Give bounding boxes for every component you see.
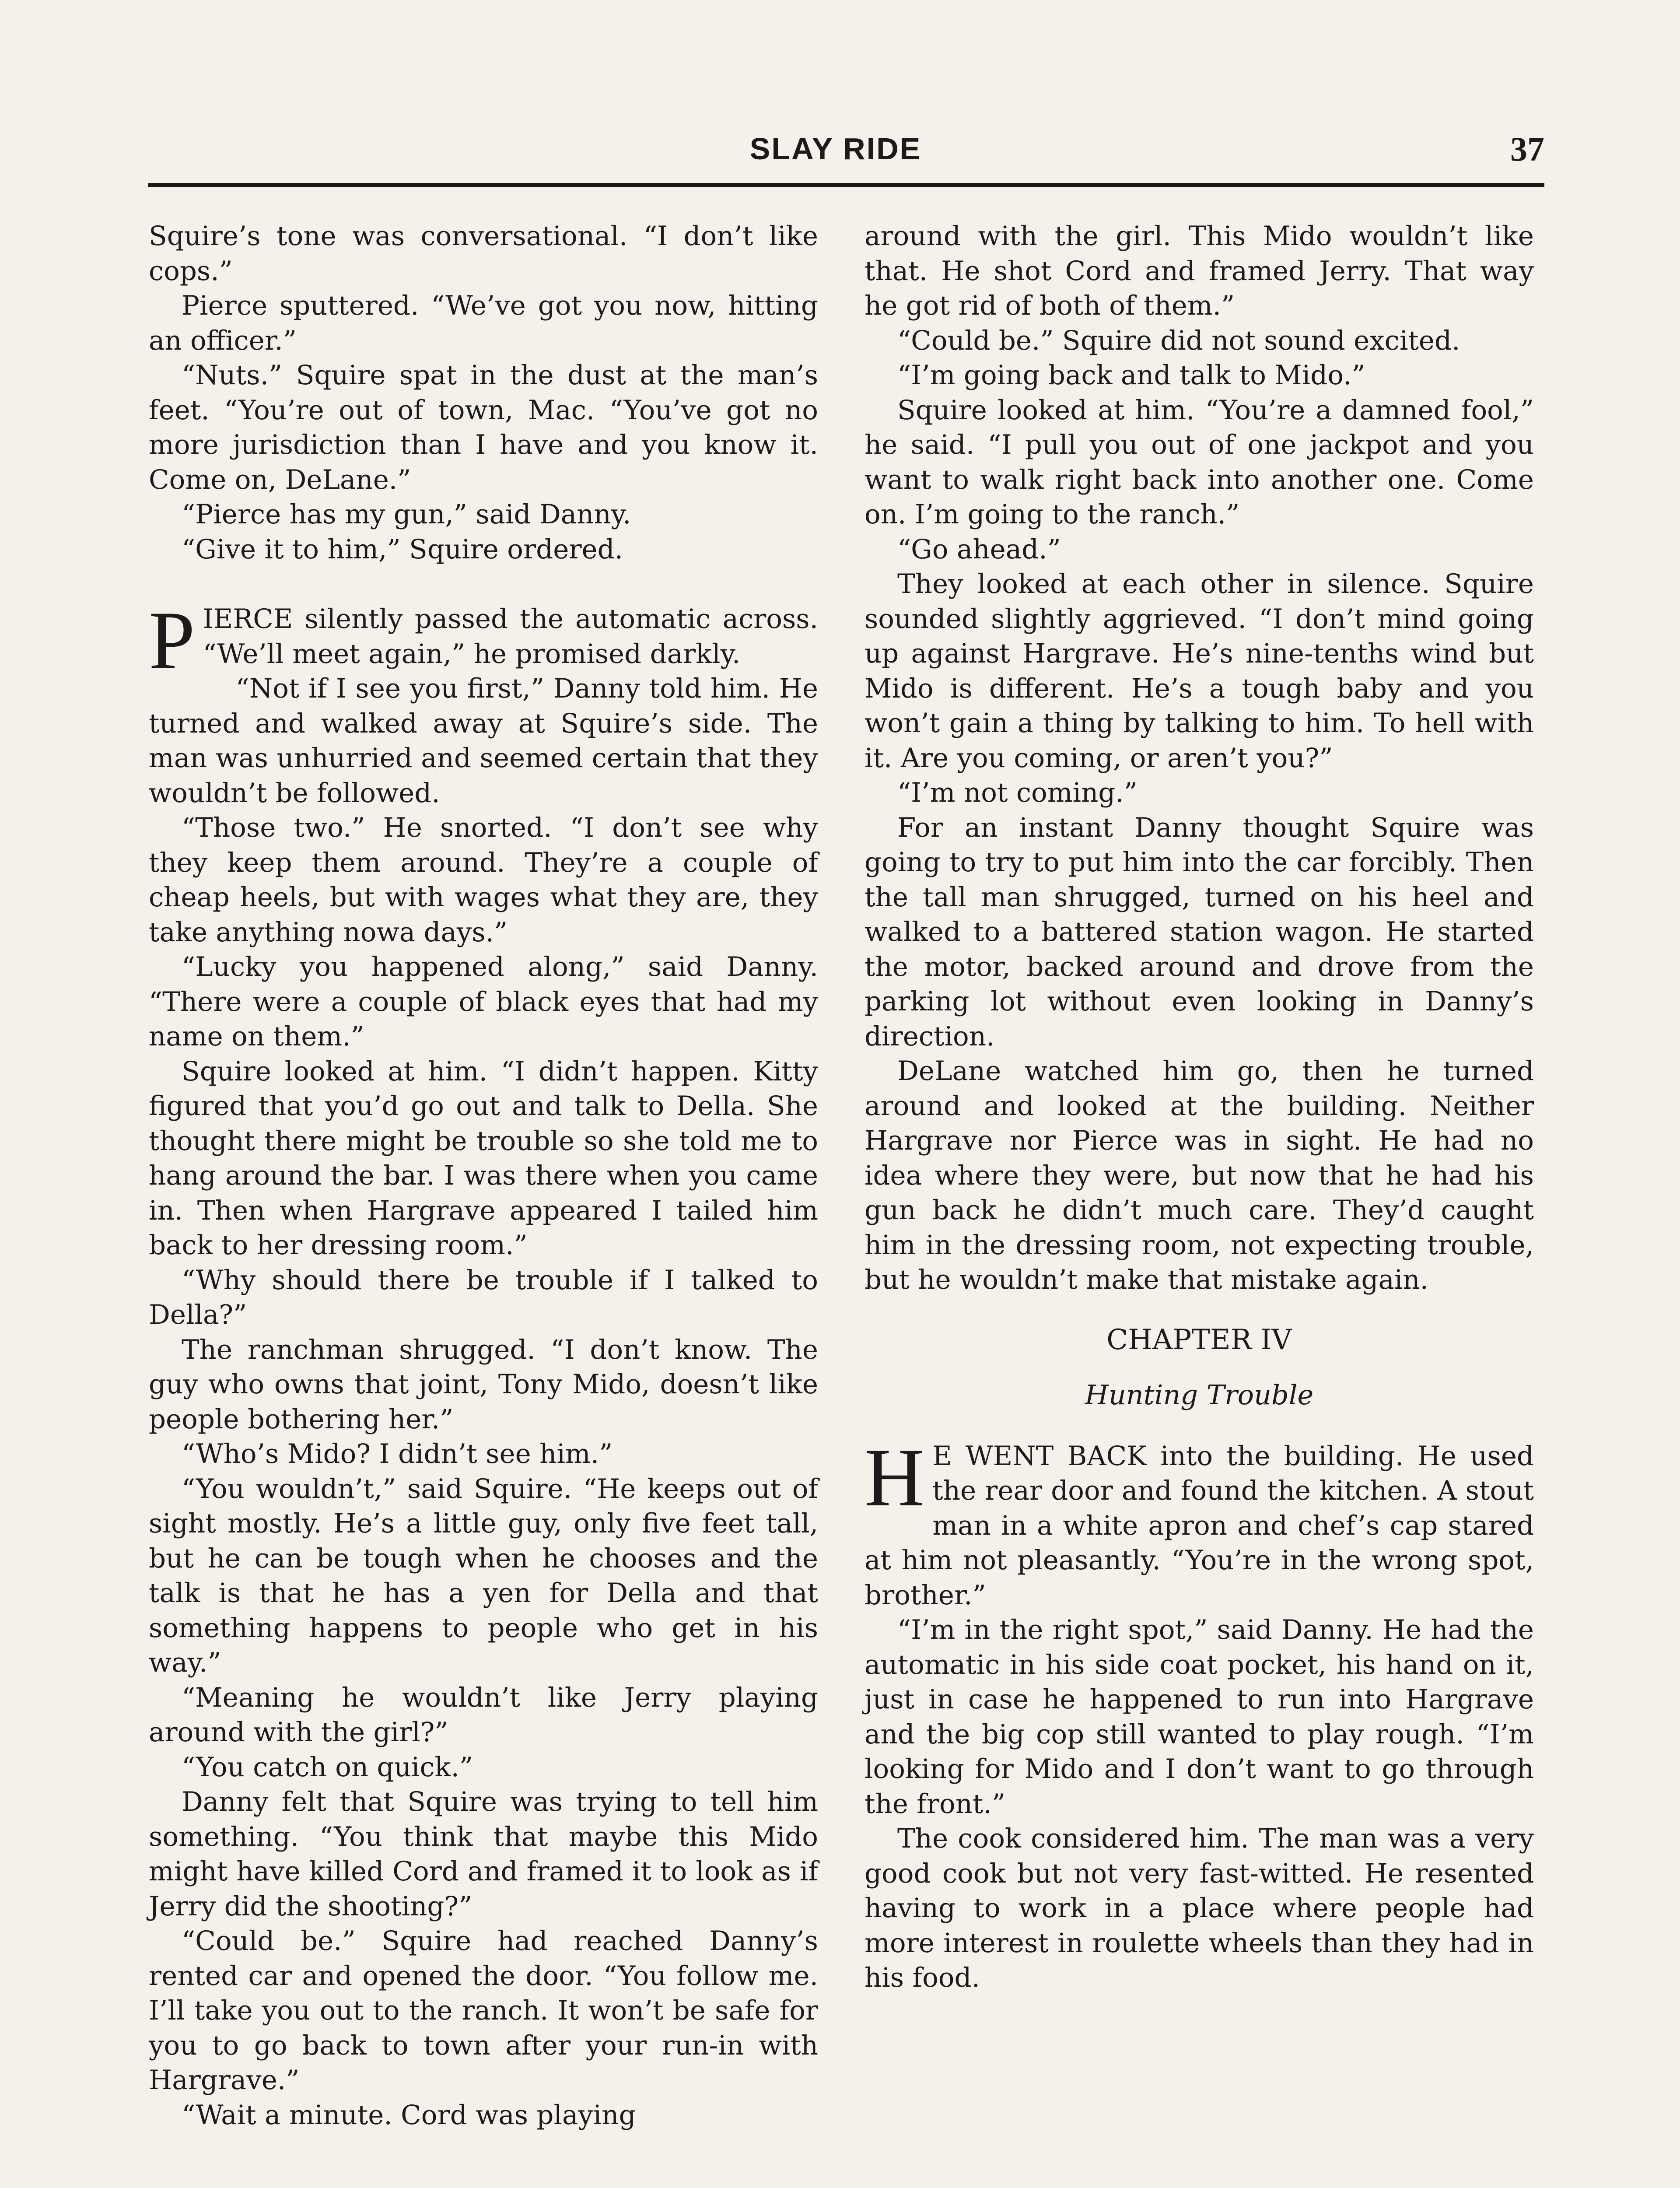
paragraph: Squire looked at him. “You’re a damned fool,” he said. “I pull you out of one jackpot and you want to walk right back into another one. Come on. I’m going to the ranch.” [864, 394, 1534, 530]
small-caps-lead: E WENT BACK [932, 1440, 1147, 1472]
paragraph: “Could be.” Squire had reached Danny’s rented car and opened the door. “You follow me. I’ll take you out to the ranch. It won’t be safe for you to go back to town after your run-in with Hargrave.” [149, 1925, 818, 2096]
chapter-opening-paragraph [864, 1431, 1534, 1613]
paragraph: Squire’s tone was conversational. “I don’t like cops.” [149, 221, 818, 287]
section-opening-paragraph [149, 595, 818, 687]
paragraph: DeLane watched him go, then he turned around and looked at the building. Neither Hargrave nor Pierce was in sight. He had no idea where they were, but now that he had his gun back he didn’t much care. They’d caught him in the dressing room, not expecting trouble, but he wouldn’t make that mistake again. [864, 1055, 1534, 1295]
paragraph: “I’m in the right spot,” said Danny. He had the automatic in his side coat pocket, his hand on it, just in case he happened to run into Hargrave and the big cop still wanted to play rough. “I’m looking for Mido and I don’t want to go through the front.” [864, 1614, 1534, 1820]
paragraph-text: into the building. He used the rear door and found the kitchen. A stout man in a white apron and chef’s cap stared at him not pleasantly. “You’re in the wrong spot, brother.” [864, 1440, 1534, 1611]
paragraph: For an instant Danny thought Squire was going to try to put him into the car forcibly. Then the tall man shrugged, turned on his heel and walked to a battered station wagon. He started the motor, backed around and drove from the parking lot without even looking in Danny’s direction. [864, 812, 1534, 1052]
paragraph: “Go ahead.” [897, 533, 1061, 565]
paragraph-text: silently passed the automatic across. “We’ll meet again,” he promised darkly. [203, 603, 818, 670]
paragraph: “Lucky you happened along,” said Danny. “There were a couple of black eyes that had my name on them.” [149, 951, 818, 1052]
page-number: 37 [1510, 130, 1544, 168]
paragraph: “Meaning he wouldn’t like Jerry playing around with the girl?” [149, 1682, 818, 1748]
paragraph: “Who’s Mido? I didn’t see him.” [182, 1438, 613, 1469]
paragraph: “Why should there be trouble if I talked to Della?” [149, 1264, 818, 1330]
paragraph: Squire looked at him. “I didn’t happen. Kitty figured that you’d go out and talk to Della. She thought there might be trouble so she told me to hang around the bar. I was there when you came in. Then when Hargrave appeared I tailed him back to her dressing room.” [149, 1055, 818, 1261]
paragraph: “Could be.” Squire did not sound excited. [897, 325, 1460, 356]
running-header-title: SLAY RIDE [749, 132, 922, 166]
paragraph: “You catch on quick.” [182, 1751, 473, 1783]
paragraph: Pierce sputtered. “We’ve got you now, hitting an officer.” [149, 290, 818, 356]
paragraph: “Those two.” He snorted. “I don’t see why they keep them around. They’re a couple of cheap heels, but with wages what they are, they take anything nowa days.” [149, 812, 818, 948]
paragraph: “Pierce has my gun,” said Danny. [182, 499, 631, 530]
paragraph: Danny felt that Squire was trying to tell him something. “You think that maybe this Mido might have killed Cord and framed it to look as if Jerry did the shooting?” [149, 1786, 818, 1922]
paragraph: “You wouldn’t,” said Squire. “He keeps out of sight mostly. He’s a little guy, only five feet tall, but he can be tough when he chooses and the talk is that he has a yen for Della and that something happens to people who get in his way.” [149, 1473, 818, 1678]
paragraph: They looked at each other in silence. Squire sounded slightly aggrieved. “I don’t mind going up against Hargrave. He’s nine-tenths wind but Mido is different. He’s a tough baby and you won’t gain a thing by talking to him. To hell with it. Are you coming, or aren’t you?” [864, 568, 1534, 774]
right-column [864, 219, 1534, 1995]
small-caps-lead: IERCE [203, 603, 293, 635]
paragraph: around with the girl. This Mido wouldn’t like that. He shot Cord and framed Jerry. That way he got rid of both of them.” [864, 221, 1534, 321]
paragraph: “I’m going back and talk to Mido.” [897, 360, 1365, 391]
paragraph: The ranchman shrugged. “I don’t know. The guy who owns that joint, Tony Mido, doesn’t like people bothering her.” [149, 1334, 818, 1435]
chapter-subtitle: Hunting Trouble [1085, 1379, 1314, 1411]
paragraph: “I’m not coming.” [897, 777, 1138, 808]
left-column [149, 219, 818, 2132]
paragraph: “Wait a minute. Cord was playing [182, 2099, 636, 2131]
chapter-heading: CHAPTER IV [1106, 1323, 1292, 1356]
paragraph: “Not if I see you first,” Danny told him. He turned and walked away at Squire’s side. The man was unhurried and seemed certain that they wouldn’t be followed. [149, 673, 818, 809]
drop-cap: H [864, 1431, 925, 1524]
header-rule [148, 183, 1544, 187]
paragraph: The cook considered him. The man was a very good cook but not very fast-witted. He resented having to work in a place where people had more interest in roulette wheels than they had in his food. [864, 1823, 1534, 1993]
paragraph: “Give it to him,” Squire ordered. [182, 533, 623, 565]
drop-cap: P [149, 595, 195, 687]
paragraph: “Nuts.” Squire spat in the dust at the man’s feet. “You’re out of town, Mac. “You’ve got no more jurisdiction than I have and you know it. Come on, DeLane.” [149, 360, 818, 495]
